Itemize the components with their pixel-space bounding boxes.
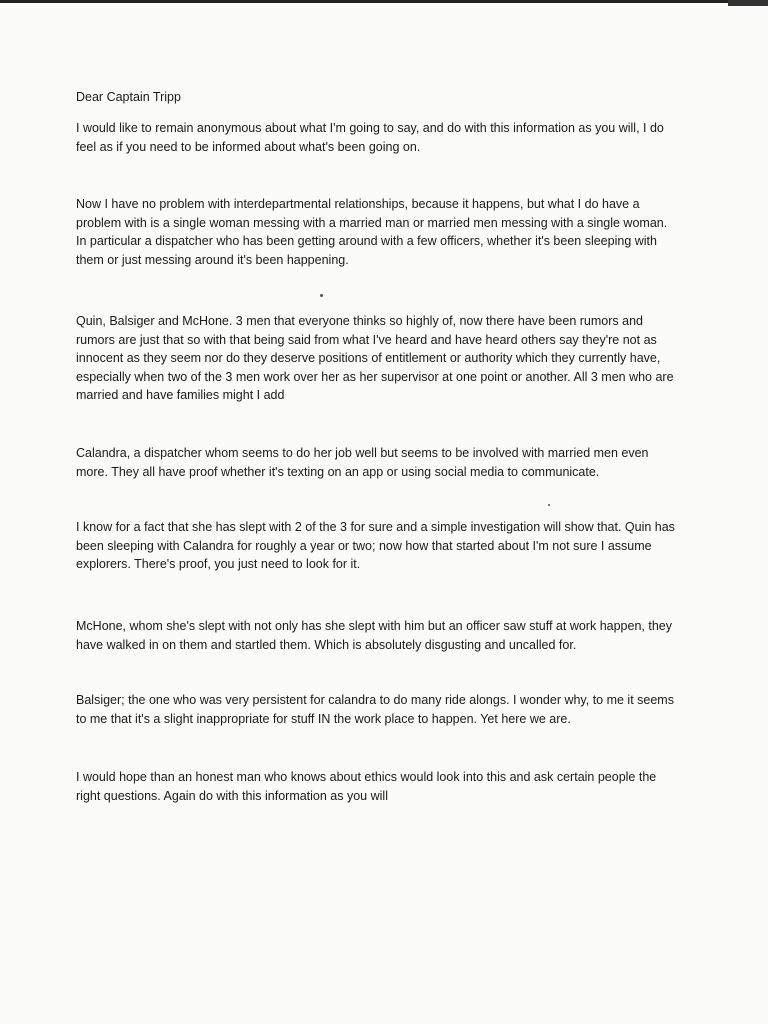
scan-speck [320,294,323,297]
paragraph-7: Balsiger; the one who was very persistent for calandra to do many ride alongs. I wonder why, to me it seems to me that it's a slight inappropriate for stuff IN the work place to happen. Yet here we are. [76,693,674,726]
paragraph-6: McHone, whom she's slept with not only has she slept with him but an officer saw stuff at work happen, they have walked in on them and startled them. Which is absolutely disgusting and uncalled for. [76,619,672,652]
paragraph-5: I know for a fact that she has slept with 2 of the 3 for sure and a simple investigation will show that. Quin has been sleeping with Calandra for roughly a year or two; now how that started about I'm not sure I assume explorers. There's proof, you just need to look for it. [76,520,675,572]
paragraph-3: Quin, Balsiger and McHone. 3 men that everyone thinks so highly of, now there have been rumors and rumors are just that so with that being said from what I've heard and have heard others say they're not as innocent as they seem nor do they deserve positions of entitlement or authority which they currently have, especially when two of the 3 men work over her as her supervisor at one point or another. All 3 men who are married and have families might I add [76,314,674,403]
scan-top-edge-mark [728,0,768,6]
paragraph-2: Now I have no problem with interdepartmental relationships, because it happens, but what I do have a problem with is a single woman messing with a married man or married men messing with a single woman. In particular a dispatcher who has been getting around with a few officers, whether it's been sleeping with them or just messing around it's been happening. [76,197,668,267]
paragraph-4: Calandra, a dispatcher whom seems to do her job well but seems to be involved with married men even more. They all have proof whether it's texting on an app or using social media to communicate. [76,446,649,479]
scan-speck [548,504,550,506]
paragraph-8: I would hope than an honest man who knows about ethics would look into this and ask certain people the right questions. Again do with this information as you will [76,770,657,803]
scan-top-edge [0,0,768,3]
salutation: Dear Captain Tripp [76,90,181,104]
paragraph-1: I would like to remain anonymous about what I'm going to say, and do with this information as you will, I do feel as if you need to be informed about what's been going on. [76,121,664,154]
